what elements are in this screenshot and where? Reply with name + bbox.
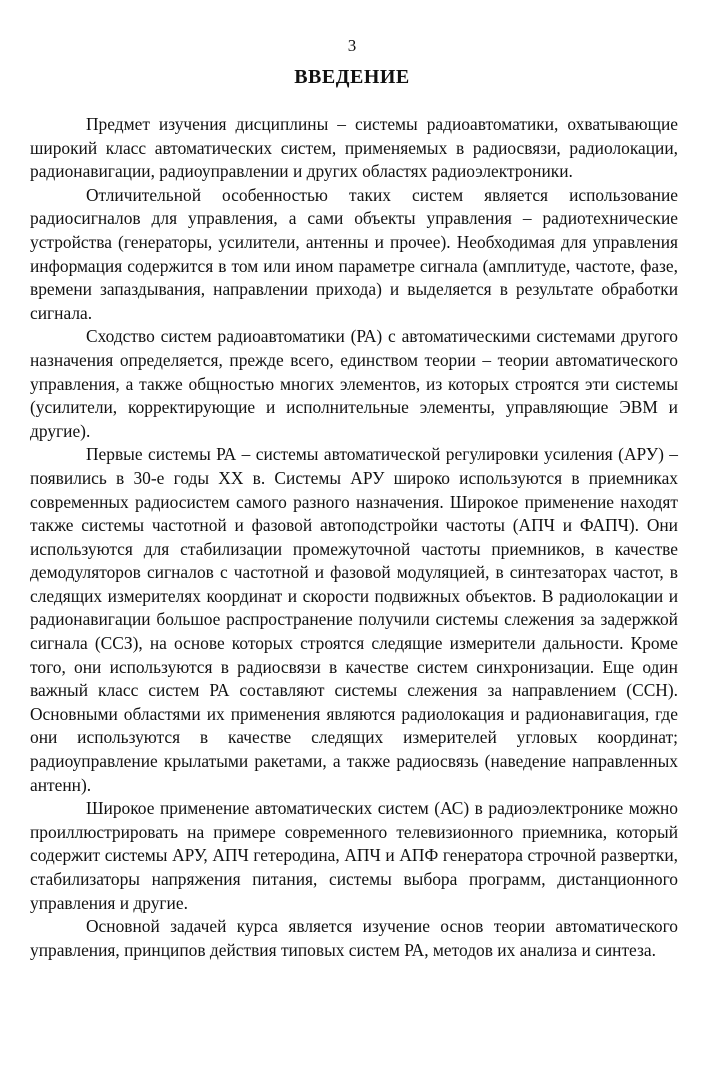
page-number: 3 <box>347 36 357 55</box>
body-text <box>30 113 678 962</box>
paragraph: Основной задачей курса является изучение основ теории автоматического управления, принципов действия типовых систем РА, методов их анализа и синтеза. <box>30 916 678 960</box>
page-title: ВВЕДЕНИЕ <box>294 66 410 88</box>
paragraph: Сходство систем радиоавтоматики (РА) с автоматическими системами другого назначения определяется, прежде всего, единством теории – теории автоматического управления, а также общностью многих элементов, из которых строятся эти системы (усилители, корректирующие и исполнительные элементы, управляющие ЭВМ и другие). <box>30 326 678 441</box>
paragraph: Широкое применение автоматических систем (АС) в радиоэлектронике можно проиллюстрировать на примере современного телевизионного приемника, который содержит системы АРУ, АПЧ гетеродина, АПЧ и АПФ генератора строчной развертки, стабилизаторы напряжения питания, системы выбора программ, дистанционного управления и другие. <box>30 798 678 913</box>
paragraph: Первые системы РА – системы автоматической регулировки усиления (АРУ) – появились в 30-е годы XX в. Системы АРУ широко используются в приемниках современных радиосистем самого разного назначения. Широкое применение находят также системы частотной и фазовой автоподстройки частоты (АПЧ и ФАПЧ). Они используются для стабилизации промежуточной частоты приемников, в качестве демодуляторов сигналов с частотной и фазовой модуляцией, в синтезаторах частот, в следящих измерителях координат и скорости подвижных объектов. В радиолокации и радионавигации большое распространение получили системы слежения за задержкой сигнала (ССЗ), на основе которых строятся следящие измерители дальности. Кроме того, они используются в радиосвязи в качестве систем синхронизации. Еще один важный класс систем РА составляют системы слежения за направлением (ССН). Основными областями их применения являются радиолокация и радионавигация, где они используются в качестве следящих измерителей угловых координат; радиоуправление крылатыми ракетами, а также радиосвязь (наведение направленных антенн). <box>30 444 678 795</box>
paragraph: Предмет изучения дисциплины – системы радиоавтоматики, охватывающие широкий класс автоматических систем, применяемых в радиосвязи, радиолокации, радионавигации, радиоуправлении и других областях радиоэлектроники. <box>30 114 678 182</box>
paragraph: Отличительной особенностью таких систем является использование радиосигналов для управления, а сами объекты управления – радиотехнические устройства (генераторы, усилители, антенны и прочее). Необходимая для управления информация содержится в том или ином параметре сигнала (амплитуде, частоте, фазе, времени запаздывания, направлении прихода) и выделяется в результате обработки сигнала. <box>30 184 678 323</box>
